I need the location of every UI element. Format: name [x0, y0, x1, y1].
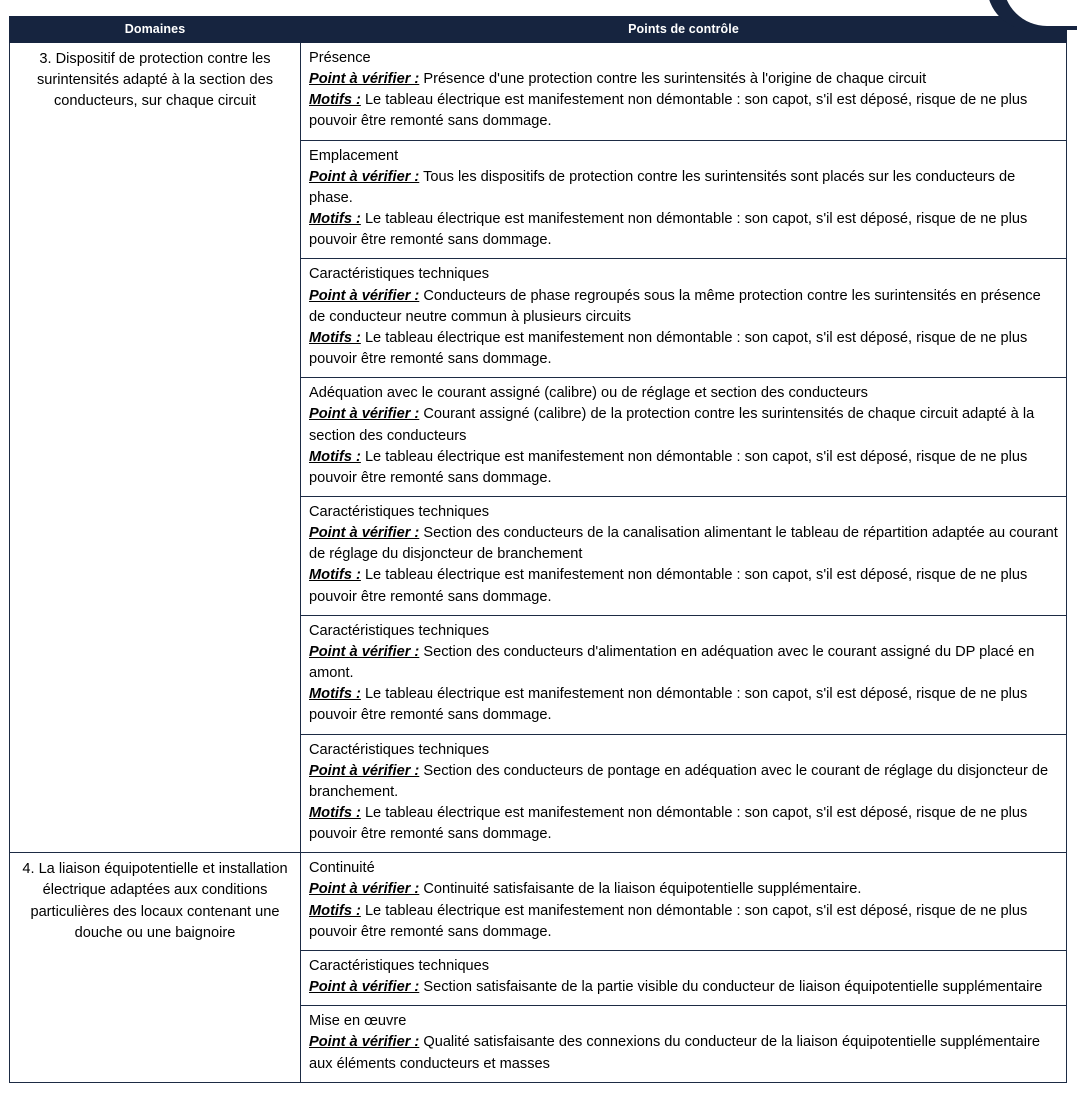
column-header-domains: Domaines: [10, 17, 301, 43]
point-a-verifier-text: Section des conducteurs de la canalisation alimentant le tableau de répartition adaptée au courant de réglage du disjoncteur de branchement: [309, 525, 1058, 563]
control-point-cell: [301, 259, 1067, 378]
motifs-text: Le tableau électrique est manifestement non démontable : son capot, s'il est déposé, risque de ne plus pouvoir être remonté sans dommage.: [309, 567, 1028, 605]
column-header-points: Points de contrôle: [301, 17, 1067, 43]
point-a-verifier-label: Point à vérifier :: [309, 643, 420, 660]
motifs-line: [309, 447, 1058, 489]
motifs-label: Motifs :: [309, 211, 361, 228]
motifs-label: Motifs :: [309, 902, 361, 919]
point-a-verifier-text: Conducteurs de phase regroupés sous la même protection contre les surintensités en présence de conducteur neutre commun à plusieurs circuits: [309, 287, 1041, 325]
point-a-verifier-text: Section satisfaisante de la partie visible du conducteur de liaison équipotentielle supplémentaire: [419, 979, 1043, 996]
point-a-verifier-label: Point à vérifier :: [309, 406, 420, 423]
point-a-verifier-line: [309, 167, 1058, 209]
control-point-cell: [301, 950, 1067, 1005]
control-point-cell: [301, 496, 1067, 615]
motifs-label: Motifs :: [309, 329, 361, 346]
control-point-cell: [301, 853, 1067, 951]
motifs-label: Motifs :: [309, 567, 361, 584]
control-point-title: Présence: [309, 50, 371, 66]
control-points-table: [9, 16, 1067, 1083]
point-a-verifier-label: Point à vérifier :: [309, 287, 420, 304]
point-a-verifier-text: Continuité satisfaisante de la liaison équipotentielle supplémentaire.: [419, 881, 862, 898]
point-a-verifier-line: [309, 879, 1058, 900]
domain-cell: 3. Dispositif de protection contre les surintensités adapté à la section des conducteurs, sur chaque circuit: [10, 43, 301, 853]
motifs-label: Motifs :: [309, 448, 361, 465]
motifs-text: Le tableau électrique est manifestement non démontable : son capot, s'il est déposé, risque de ne plus pouvoir être remonté sans dommage.: [309, 805, 1028, 843]
point-a-verifier-line: [309, 404, 1058, 446]
point-a-verifier-line: [309, 1032, 1058, 1074]
control-point-title: Continuité: [309, 860, 375, 877]
control-point-title: Caractéristiques techniques: [309, 503, 490, 520]
motifs-text: Le tableau électrique est manifestement non démontable : son capot, s'il est déposé, risque de ne plus pouvoir être remonté sans dommage.: [309, 902, 1028, 940]
point-a-verifier-line: [309, 286, 1058, 328]
control-point-title: Caractéristiques techniques: [309, 741, 490, 758]
motifs-text: Le tableau électrique est manifestement non démontable : son capot, s'il est déposé, risque de ne plus pouvoir être remonté sans dommage.: [309, 686, 1028, 724]
point-a-verifier-line: [309, 642, 1058, 684]
point-a-verifier-line: [309, 69, 1058, 90]
motifs-line: [309, 328, 1058, 370]
motifs-text: Le tableau électrique est manifestement non démontable : son capot, s'il est déposé, risque de ne plus pouvoir être remonté sans dommage.: [309, 211, 1028, 249]
control-point-cell: [301, 43, 1067, 141]
control-point-title: Emplacement: [309, 147, 399, 164]
control-point-cell: [301, 140, 1067, 259]
table-body: [10, 43, 1067, 1083]
control-point-cell: [301, 1006, 1067, 1082]
point-a-verifier-label: Point à vérifier :: [309, 71, 420, 88]
motifs-text: Le tableau électrique est manifestement non démontable : son capot, s'il est déposé, risque de ne plus pouvoir être remonté sans dommage.: [309, 92, 1028, 130]
motifs-text: Le tableau électrique est manifestement non démontable : son capot, s'il est déposé, risque de ne plus pouvoir être remonté sans dommage.: [309, 448, 1028, 486]
point-a-verifier-text: Qualité satisfaisante des connexions du conducteur de la liaison équipotentielle supplémentaire aux éléments conducteurs et masses: [309, 1034, 1040, 1072]
control-point-title: Caractéristiques techniques: [309, 266, 490, 283]
domain-cell: 4. La liaison équipotentielle et installation électrique adaptées aux conditions particulières des locaux contenant une douche ou une baignoire: [10, 853, 301, 1082]
point-a-verifier-text: Courant assigné (calibre) de la protection contre les surintensités de chaque circuit adapté à la section des conducteurs: [309, 406, 1035, 444]
motifs-label: Motifs :: [309, 92, 361, 109]
control-point-title: Caractéristiques techniques: [309, 957, 490, 974]
control-point-cell: [301, 378, 1067, 497]
motifs-text: Le tableau électrique est manifestement non démontable : son capot, s'il est déposé, risque de ne plus pouvoir être remonté sans dommage.: [309, 329, 1028, 368]
point-a-verifier-text: Tous les dispositifs de protection contre les surintensités sont placés sur les conducteurs de phase.: [309, 168, 1016, 206]
point-a-verifier-label: Point à vérifier :: [309, 525, 420, 542]
table-row: [10, 43, 1067, 141]
control-point-title: Caractéristiques techniques: [309, 622, 490, 639]
point-a-verifier-line: [309, 761, 1058, 803]
motifs-line: [309, 209, 1058, 251]
motifs-label: Motifs :: [309, 805, 361, 821]
control-point-cell: [301, 615, 1067, 734]
point-a-verifier-text: Présence d'une protection contre les surintensités à l'origine de chaque circuit: [419, 71, 927, 88]
motifs-line: [309, 803, 1058, 845]
motifs-line: [309, 684, 1058, 726]
point-a-verifier-label: Point à vérifier :: [309, 168, 420, 185]
point-a-verifier-label: Point à vérifier :: [309, 881, 420, 898]
motifs-line: [309, 901, 1058, 943]
document-page: [0, 16, 1077, 1099]
control-point-title: Adéquation avec le courant assigné (calibre) ou de réglage et section des conducteurs: [309, 385, 868, 402]
control-point-cell: [301, 734, 1067, 853]
point-a-verifier-label: Point à vérifier :: [309, 1034, 420, 1051]
point-a-verifier-label: Point à vérifier :: [309, 762, 420, 779]
motifs-line: [309, 90, 1058, 132]
point-a-verifier-text: Section des conducteurs de pontage en adéquation avec le courant de réglage du disjoncteur de branchement.: [309, 762, 1049, 800]
point-a-verifier-label: Point à vérifier :: [309, 979, 420, 996]
table-row: [10, 853, 1067, 951]
motifs-line: [309, 565, 1058, 607]
point-a-verifier-line: [309, 523, 1058, 565]
motifs-label: Motifs :: [309, 686, 361, 703]
point-a-verifier-line: [309, 977, 1058, 998]
table-header-row: [10, 17, 1067, 43]
control-point-title: Mise en œuvre: [309, 1013, 407, 1030]
point-a-verifier-text: Section des conducteurs d'alimentation en adéquation avec le courant assigné du DP placé en amont.: [309, 643, 1035, 682]
table-header: [10, 17, 1067, 43]
